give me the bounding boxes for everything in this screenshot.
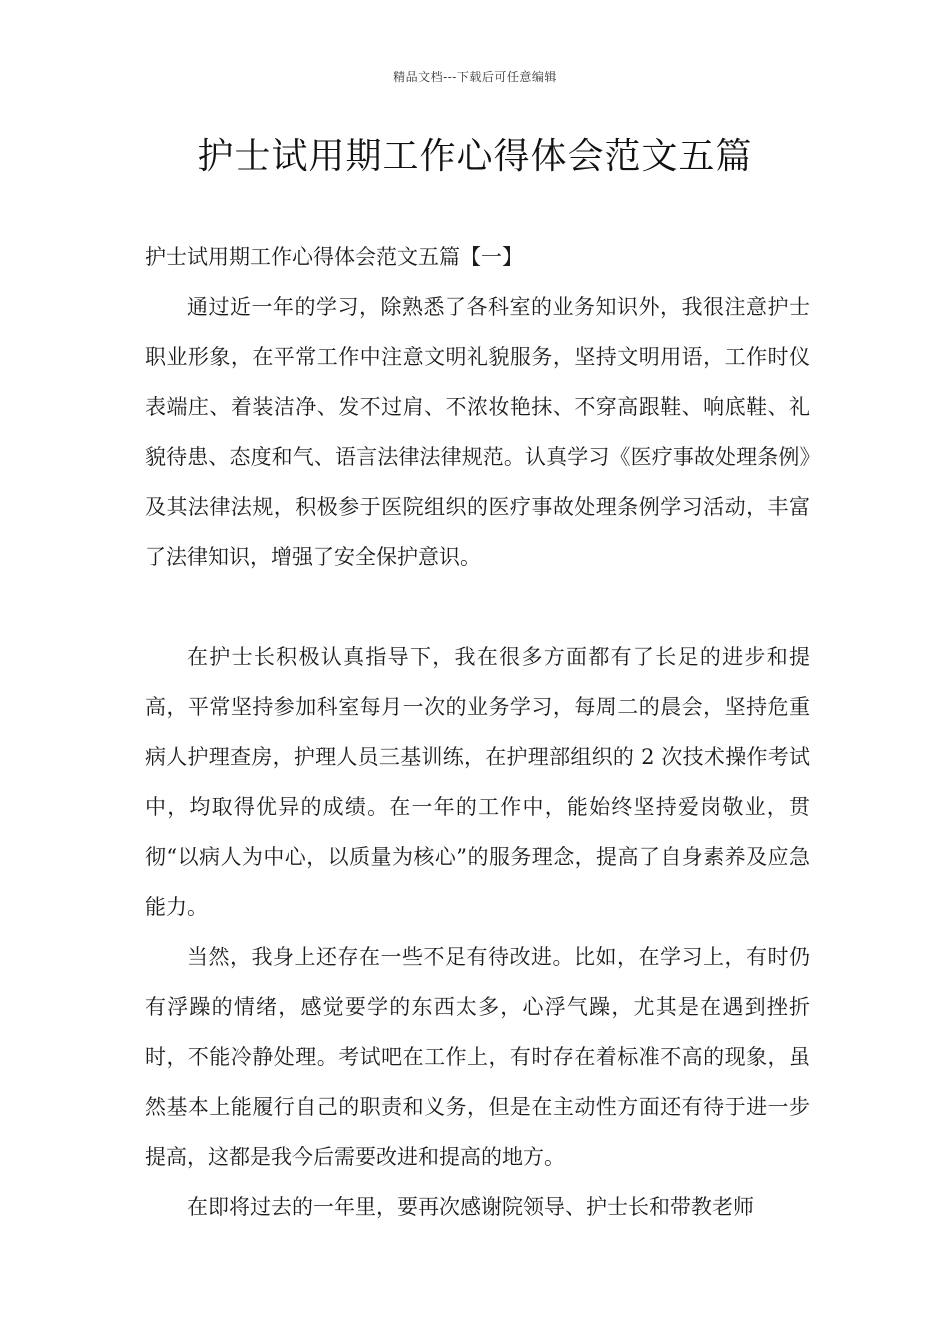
paragraph-spacer bbox=[145, 582, 810, 632]
document-body bbox=[145, 232, 810, 1232]
paragraph-2: 在护士长积极认真指导下，我在很多方面都有了长足的进步和提高，平常坚持参加科室每月一次的业务学习，每周二的晨会，坚持危重病人护理查房，护理人员三基训练，在护理部组织的 2 次技术操作考试中，均取得优异的成绩。在一年的工作中，能始终坚持爱岗敬业，贯彻“以病人为中心，以质量为核心”的服务理念，提高了自身素养及应急能力。 bbox=[145, 645, 810, 919]
paragraph-1: 通过近一年的学习，除熟悉了各科室的业务知识外，我很注意护士职业形象，在平常工作中注意文明礼貌服务，坚持文明用语，工作时仪表端庄、着装洁净、发不过肩、不浓妆艳抹、不穿高跟鞋、响底鞋、礼貌待患、态度和气、语言法律法律规范。认真学习《医疗事故处理条例》及其法律法规，积极参于医院组织的医疗事故处理条例学习活动，丰富了法律知识，增强了安全保护意识。 bbox=[145, 295, 810, 569]
document-title: 护士试用期工作心得体会范文五篇 bbox=[197, 136, 753, 177]
header-note: 精品文档---下载后可任意编辑 bbox=[393, 70, 557, 84]
section-heading: 护士试用期工作心得体会范文五篇【一】 bbox=[145, 245, 523, 269]
paragraph-4: 在即将过去的一年里，要再次感谢院领导、护士长和带教老师 bbox=[187, 1195, 754, 1219]
paragraph-3: 当然，我身上还存在一些不足有待改进。比如，在学习上，有时仍有浮躁的情绪，感觉要学的东西太多，心浮气躁，尤其是在遇到挫折时，不能冷静处理。考试吧在工作上，有时存在着标准不高的现象，虽然基本上能履行自己的职责和义务，但是在主动性方面还有待于进一步提高，这都是我今后需要改进和提高的地方。 bbox=[145, 945, 810, 1169]
